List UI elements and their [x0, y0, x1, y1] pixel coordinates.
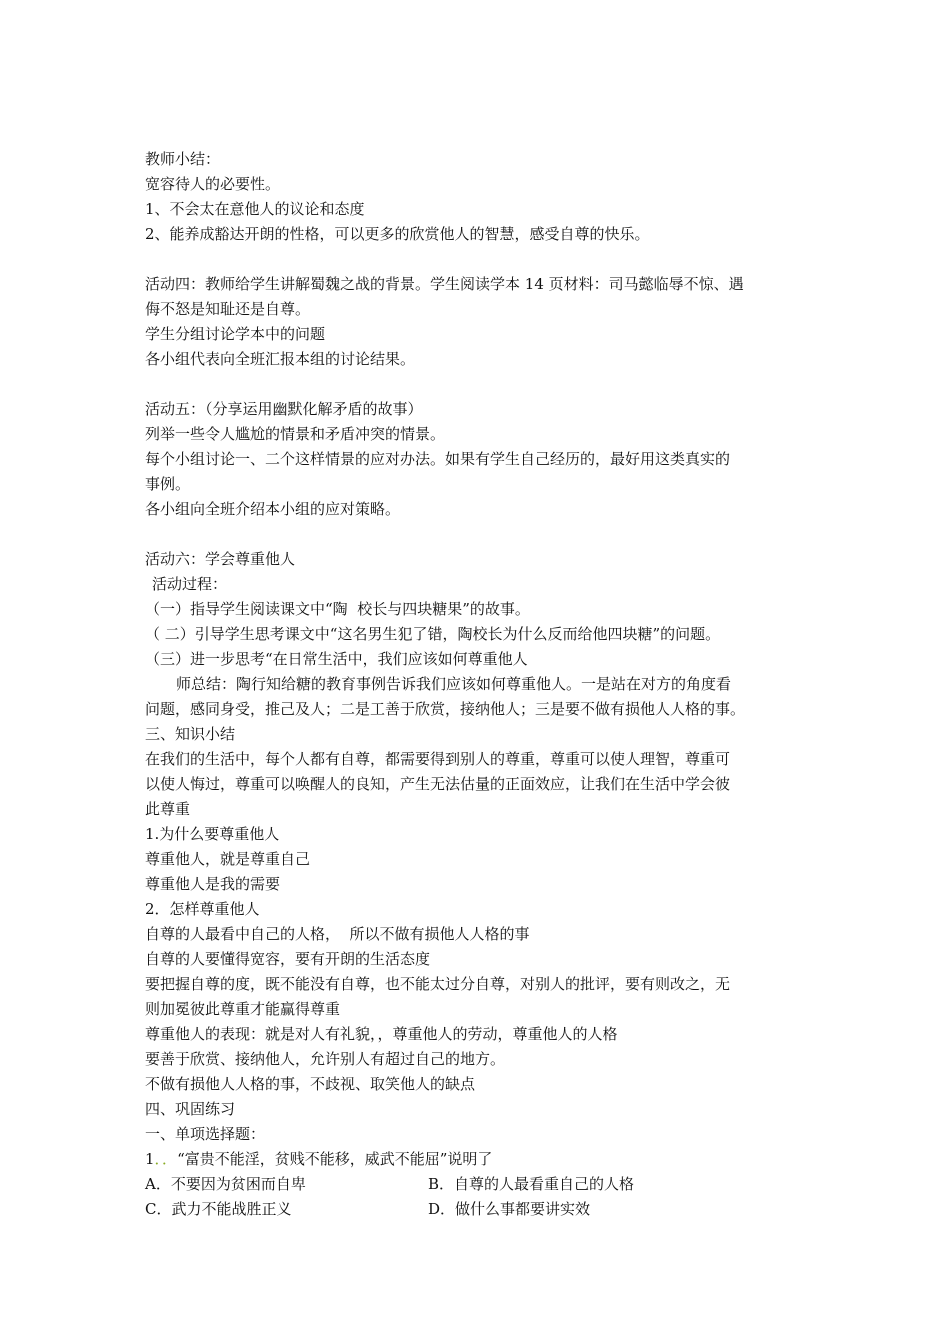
- exercise-heading: 四、巩固练习: [145, 1100, 236, 1118]
- document-page: [145, 147, 815, 1222]
- activity6-heading: 活动六：学会尊重他人: [145, 550, 296, 568]
- paragraph-gap: [145, 522, 815, 547]
- knowledge-line: 尊重他人，就是尊重自己: [145, 850, 311, 868]
- activity5-line: 活动五：（分享运用幽默化解矛盾的故事）: [145, 400, 423, 418]
- paragraph-gap: [145, 247, 815, 272]
- knowledge-line: 则加冕彼此尊重才能赢得尊重: [145, 1000, 341, 1018]
- knowledge-line: 要把握自尊的度，既不能没有自尊，也不能太过分自尊，对别人的批评，要有则改之，无: [145, 975, 731, 993]
- knowledge-line: 自尊的人最看中自己的人格， 所以不做有损他人人格的事: [145, 925, 530, 943]
- knowledge-line: 在我们的生活中，每个人都有自尊，都需要得到别人的尊重，尊重可以使人理智，尊重可: [145, 750, 731, 768]
- activity4-line: 各小组代表向全班汇报本组的讨论结果。: [145, 350, 416, 368]
- activity5-line: 各小组向全班介绍本小组的应对策略。: [145, 500, 401, 518]
- exercise-subheading: 一、单项选择题：: [145, 1125, 266, 1143]
- knowledge-line: 不做有损他人人格的事，不歧视、取笑他人的缺点: [145, 1075, 476, 1093]
- activity6-step: （三）进一步思考“在日常生活中，我们应该如何尊重他人: [145, 650, 528, 668]
- knowledge-line: 尊重他人是我的需要: [145, 875, 281, 893]
- summary-heading: 教师小结：: [145, 150, 221, 168]
- knowledge-line: 以使人悔过，尊重可以唤醒人的良知，产生无法估量的正面效应，让我们在生活中学会彼: [145, 775, 731, 793]
- question-1: [145, 1147, 815, 1172]
- knowledge-heading: 三、知识小结: [145, 725, 236, 743]
- teacher-conclusion: 师总结：陶行知给糖的教育事例告诉我们应该如何尊重他人。一是站在对方的角度看: [176, 675, 732, 693]
- options-row: [145, 1172, 815, 1197]
- summary-line: 1、不会太在意他人的议论和态度: [145, 200, 365, 218]
- summary-line: 宽容待人的必要性。: [145, 175, 281, 193]
- activity4-line: 学生分组讨论学本中的问题: [145, 325, 326, 343]
- knowledge-line: 2．怎样尊重他人: [145, 900, 260, 918]
- activity5-line: 每个小组讨论一、二个这样情景的应对办法。如果有学生自己经历的，最好用这类真实的: [145, 450, 731, 468]
- activity4-line: 活动四：教师给学生讲解蜀魏之战的背景。学生阅读学本 14 页材料：司马懿临辱不惊、遇: [145, 275, 744, 293]
- activity4-line: 侮不怒是知耻还是自尊。: [145, 300, 311, 318]
- activity6-step: （一）指导学生阅读课文中“陶 校长与四块糖果”的故事。: [145, 600, 530, 618]
- activity6-step: （ 二）引导学生思考课文中“这名男生犯了错，陶校长为什么反而给他四块糖”的问题。: [145, 625, 721, 643]
- option-c: C．武力不能战胜正义: [145, 1200, 292, 1218]
- question-number: 1: [145, 1150, 155, 1168]
- knowledge-line: 自尊的人要懂得宽容，要有开朗的生活态度: [145, 950, 431, 968]
- option-b: B．自尊的人最看重自己的人格: [428, 1175, 635, 1193]
- option-a: A．不要因为贫困而自卑: [145, 1175, 306, 1193]
- summary-line: 2、能养成豁达开朗的性格，可以更多的欣赏他人的智慧，感受自尊的快乐。: [145, 225, 650, 243]
- question-dots: ．．: [154, 1150, 178, 1168]
- knowledge-line: 此尊重: [145, 800, 191, 818]
- question-text: “富贵不能淫，贫贱不能移，威武不能屈”说明了: [177, 1150, 493, 1168]
- activity5-line: 事例。: [145, 475, 191, 493]
- activity5-line: 列举一些令人尴尬的情景和矛盾冲突的情景。: [145, 425, 446, 443]
- options-row: [145, 1197, 815, 1222]
- knowledge-line: 要善于欣赏、接纳他人，允许别人有超过自己的地方。: [145, 1050, 506, 1068]
- knowledge-line: 尊重他人的表现：就是对人有礼貌，，尊重他人的劳动，尊重他人的人格: [145, 1025, 618, 1043]
- activity6-process-label: 活动过程：: [152, 575, 228, 593]
- paragraph-gap: [145, 372, 815, 397]
- knowledge-line: 1.为什么要尊重他人: [145, 825, 280, 843]
- teacher-conclusion: 问题，感同身受，推己及人；二是工善于欣赏，接纳他人；三是要不做有损他人人格的事。: [145, 700, 746, 718]
- option-d: D．做什么事都要讲实效: [428, 1200, 591, 1218]
